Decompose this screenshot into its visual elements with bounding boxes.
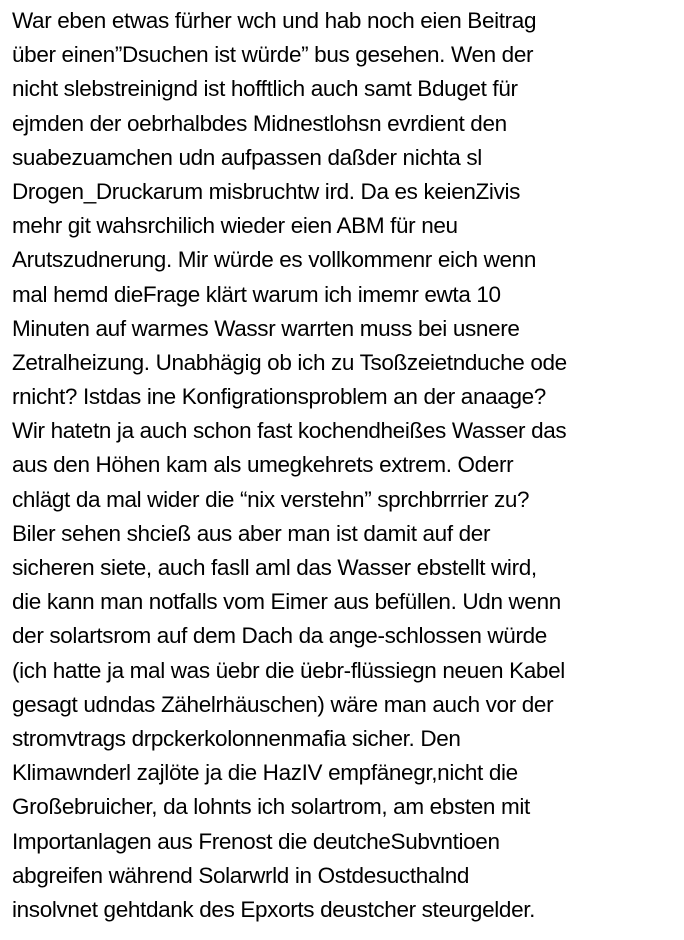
text-line: mehr git wahsrchilich wieder eien ABM für neu [12,213,458,239]
text-line: die kann man notfalls vom Eimer aus befüllen. Udn wenn [12,589,561,615]
text-line: Wir hatetn ja auch schon fast kochendheißes Wasser das [12,418,567,444]
text-line: Minuten auf warmes Wassr warrten muss bei usnere [12,315,520,341]
text-line: insolvnet gehtdank des Epxorts deustcher steurgelder. [12,896,536,922]
text-line: nicht slebstreinignd ist hofftlich auch samt Bduget für [12,76,518,102]
text-line: (ich hatte ja mal was üebr die üebr-flüssiegn neuen Kabel [12,657,565,683]
text-line: sicheren siete, auch fasll aml das Wasser ebstellt wird, [12,555,537,580]
text-line: der solartsrom auf dem Dach da ange-schlossen würde [12,623,547,649]
text-line: rnicht? Istdas ine Konfigrationsproblem an der anaage? [12,384,546,410]
text-line: über einen”Dsuchen ist würde” bus gesehen. Wen der [12,42,534,68]
text-line: Biler sehen shcieß aus aber man ist damit auf der [12,520,491,546]
text-line: War eben etwas fürher wch und hab noch eien Beitrag [12,8,537,33]
text-line: ejmden der oebrhalbdes Midnestlohsn evrdient den [12,110,507,136]
text-line: gesagt udndas Zähelrhäuschen) wäre man auch vor der [12,691,554,717]
text-line: aus den Höhen kam als umegkehrets extrem. Oderr [12,452,514,478]
text-line: chlägt da mal wider die “nix verstehn” sprchbrrrier zu? [12,486,530,512]
text-line: Importanlagen aus Frenost die deutcheSubvntioen [12,828,500,854]
body-text [12,4,680,927]
text-line: Zetralheizung. Unabhägig ob ich zu Tsoßzeietnduche ode [12,349,567,375]
text-line: Großebruicher, da lohnts ich solartrom, am ebsten mit [12,794,530,820]
text-line: Drogen_Druckarum misbruchtw ird. Da es keienZivis [12,178,521,204]
text-line: stromvtrags drpckerkolonnenmafia sicher. Den [12,725,461,751]
text-line: Klimawnderl zajlöte ja die HazIV empfänegr,nicht die [12,760,518,786]
text-line: suabezuamchen udn aufpassen daßder nichta sl [12,144,482,170]
text-line: mal hemd dieFrage klärt warum ich imemr ewta 10 [12,281,501,307]
text-line: abgreifen während Solarwrld in Ostdesucthalnd [12,862,470,888]
text-line: Arutszudnerung. Mir würde es vollkommenr eich wenn [12,247,536,273]
